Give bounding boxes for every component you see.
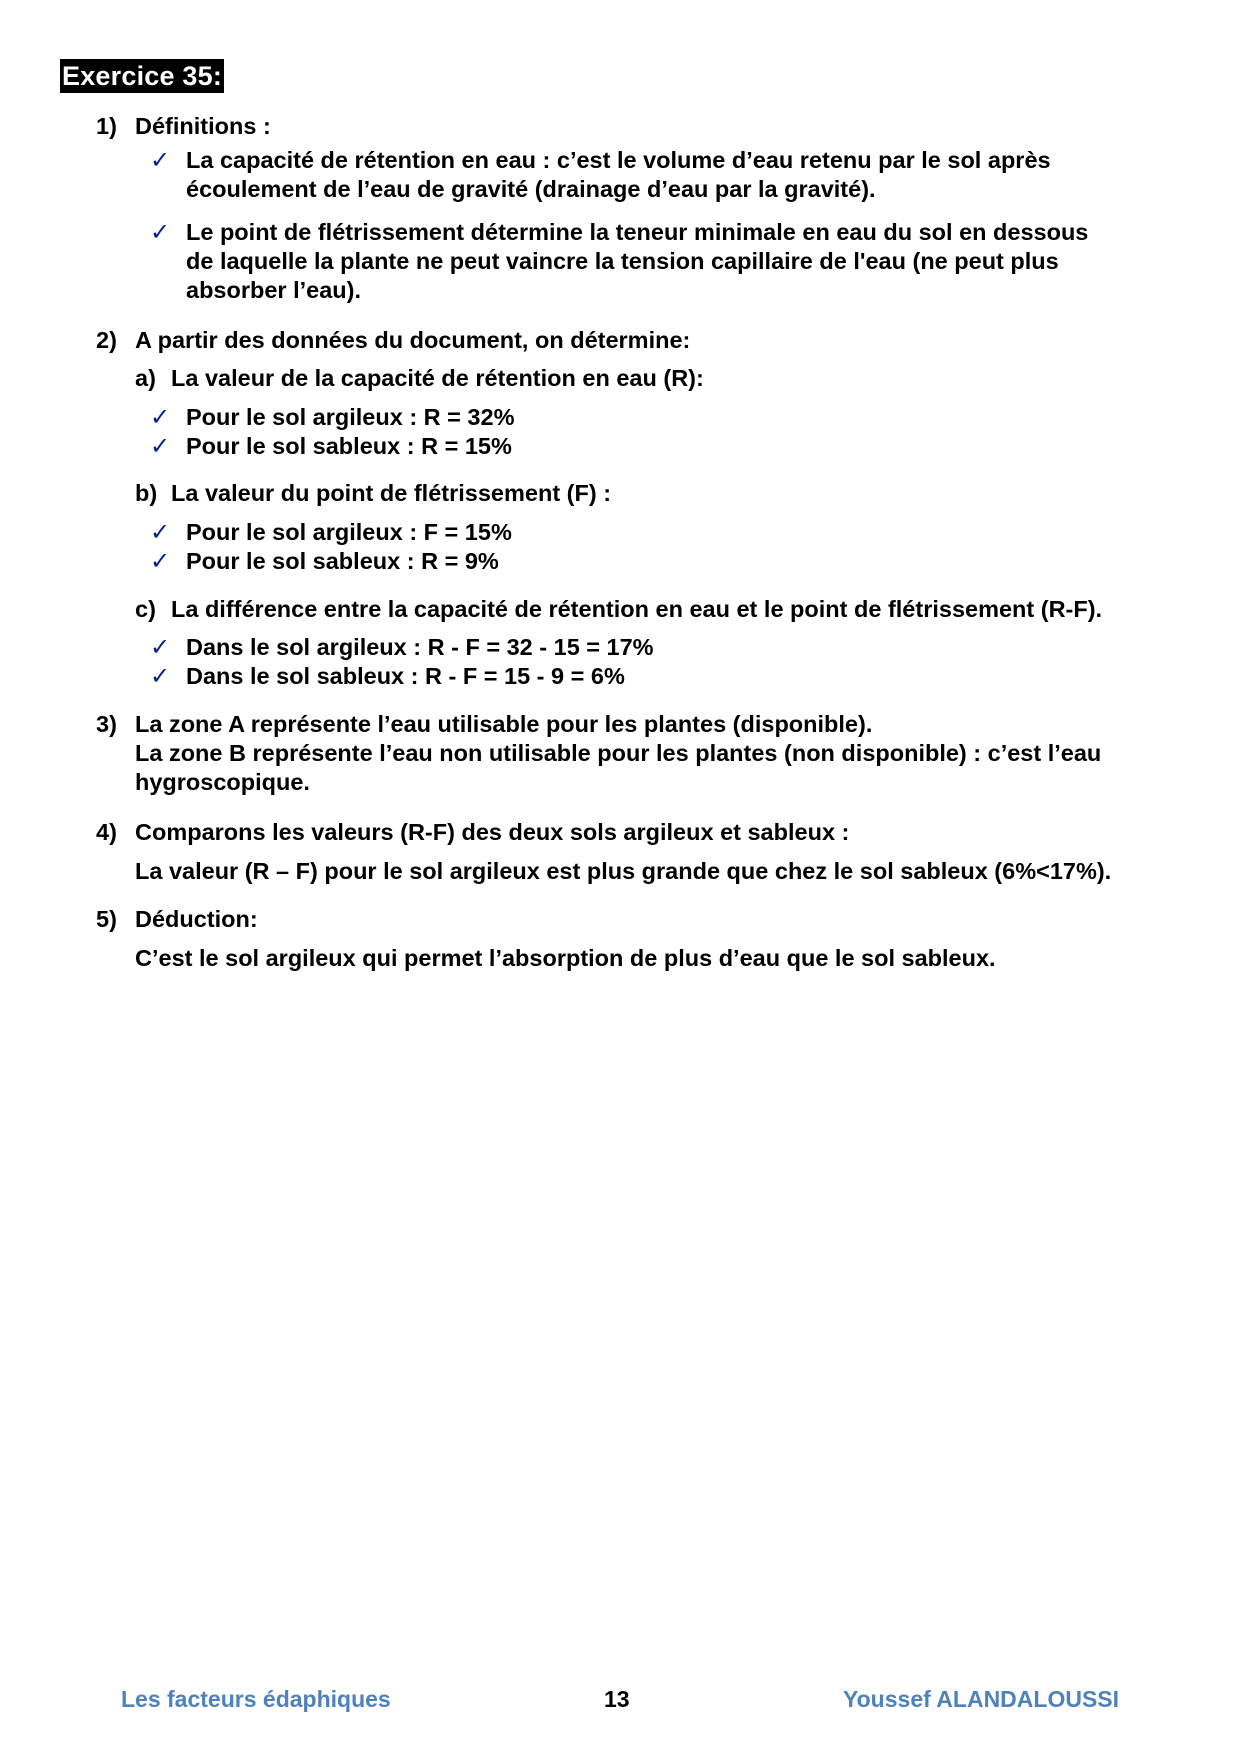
comparison-text: La valeur (R – F) pour le sol argileux est plus grande que chez le sol sableux (6%<17%).	[135, 858, 1112, 884]
section-heading: Déduction:	[135, 906, 258, 932]
deduction-text: C’est le sol argileux qui permet l’absorption de plus d’eau que le sol sableux.	[135, 945, 996, 971]
section-2-heading	[96, 325, 690, 355]
difference-sand: Dans le sol sableux : R - F = 15 - 9 = 6%	[186, 663, 625, 689]
subsection-a-heading	[135, 363, 704, 393]
section-heading: Définitions :	[135, 113, 271, 139]
check-icon: ✓	[150, 403, 171, 431]
check-icon: ✓	[150, 432, 171, 460]
zone-b-text-line-2: hygroscopique.	[135, 769, 310, 795]
section-3-line-1	[96, 709, 872, 739]
definition-wilting-line-3: absorber l’eau).	[186, 277, 361, 303]
check-icon: ✓	[150, 547, 171, 575]
check-icon: ✓	[150, 633, 171, 661]
definition-wilting-line-2: de laquelle la plante ne peut vaincre la tension capillaire de l'eau (ne peut plus	[186, 248, 1059, 274]
section-4-heading	[96, 817, 849, 847]
check-icon: ✓	[150, 662, 171, 690]
zone-a-text: La zone A représente l’eau utilisable pour les plantes (disponible).	[135, 711, 873, 737]
wilting-sand: Pour le sol sableux : R = 9%	[186, 548, 499, 574]
retention-sand: Pour le sol sableux : R = 15%	[186, 433, 512, 459]
section-number: 2)	[96, 327, 117, 353]
section-5-heading	[96, 904, 258, 934]
subsection-b-heading	[135, 478, 611, 508]
check-icon: ✓	[150, 218, 171, 246]
definition-retention-line-2: écoulement de l’eau de gravité (drainage d’eau par la gravité).	[186, 176, 876, 202]
section-heading: Comparons les valeurs (R-F) des deux sols argileux et sableux :	[135, 819, 850, 845]
definition-wilting-line-1: Le point de flétrissement détermine la teneur minimale en eau du sol en dessous	[186, 219, 1089, 245]
subsection-heading: La valeur du point de flétrissement (F) :	[171, 480, 612, 506]
subsection-letter: a)	[135, 365, 156, 391]
subsection-heading: La valeur de la capacité de rétention en eau (R):	[171, 365, 704, 391]
section-number: 4)	[96, 819, 117, 845]
subsection-letter: c)	[135, 596, 156, 622]
section-1-heading	[96, 111, 271, 141]
retention-clay: Pour le sol argileux : R = 32%	[186, 404, 515, 430]
section-number: 5)	[96, 906, 117, 932]
definition-retention-line-1: La capacité de rétention en eau : c’est le volume d’eau retenu par le sol après	[186, 147, 1051, 173]
footer-course-title: Les facteurs édaphiques	[121, 1686, 391, 1712]
section-heading: A partir des données du document, on détermine:	[135, 327, 691, 353]
footer-page-number: 13	[604, 1686, 630, 1712]
section-number: 3)	[96, 711, 117, 737]
section-number: 1)	[96, 113, 117, 139]
zone-b-text-line-1: La zone B représente l’eau non utilisable pour les plantes (non disponible) : c’est l’eau	[135, 740, 1102, 766]
subsection-heading: La différence entre la capacité de rétention en eau et le point de flétrissement (R-F).	[171, 596, 1103, 622]
exercise-title: Exercice 35:	[62, 61, 223, 91]
check-icon: ✓	[150, 146, 171, 174]
footer-author: Youssef ALANDALOUSSI	[843, 1686, 1120, 1712]
difference-clay: Dans le sol argileux : R - F = 32 - 15 = 17%	[186, 634, 654, 660]
subsection-letter: b)	[135, 480, 158, 506]
check-icon: ✓	[150, 518, 171, 546]
wilting-clay: Pour le sol argileux : F = 15%	[186, 519, 512, 545]
subsection-c-heading	[135, 594, 1102, 624]
